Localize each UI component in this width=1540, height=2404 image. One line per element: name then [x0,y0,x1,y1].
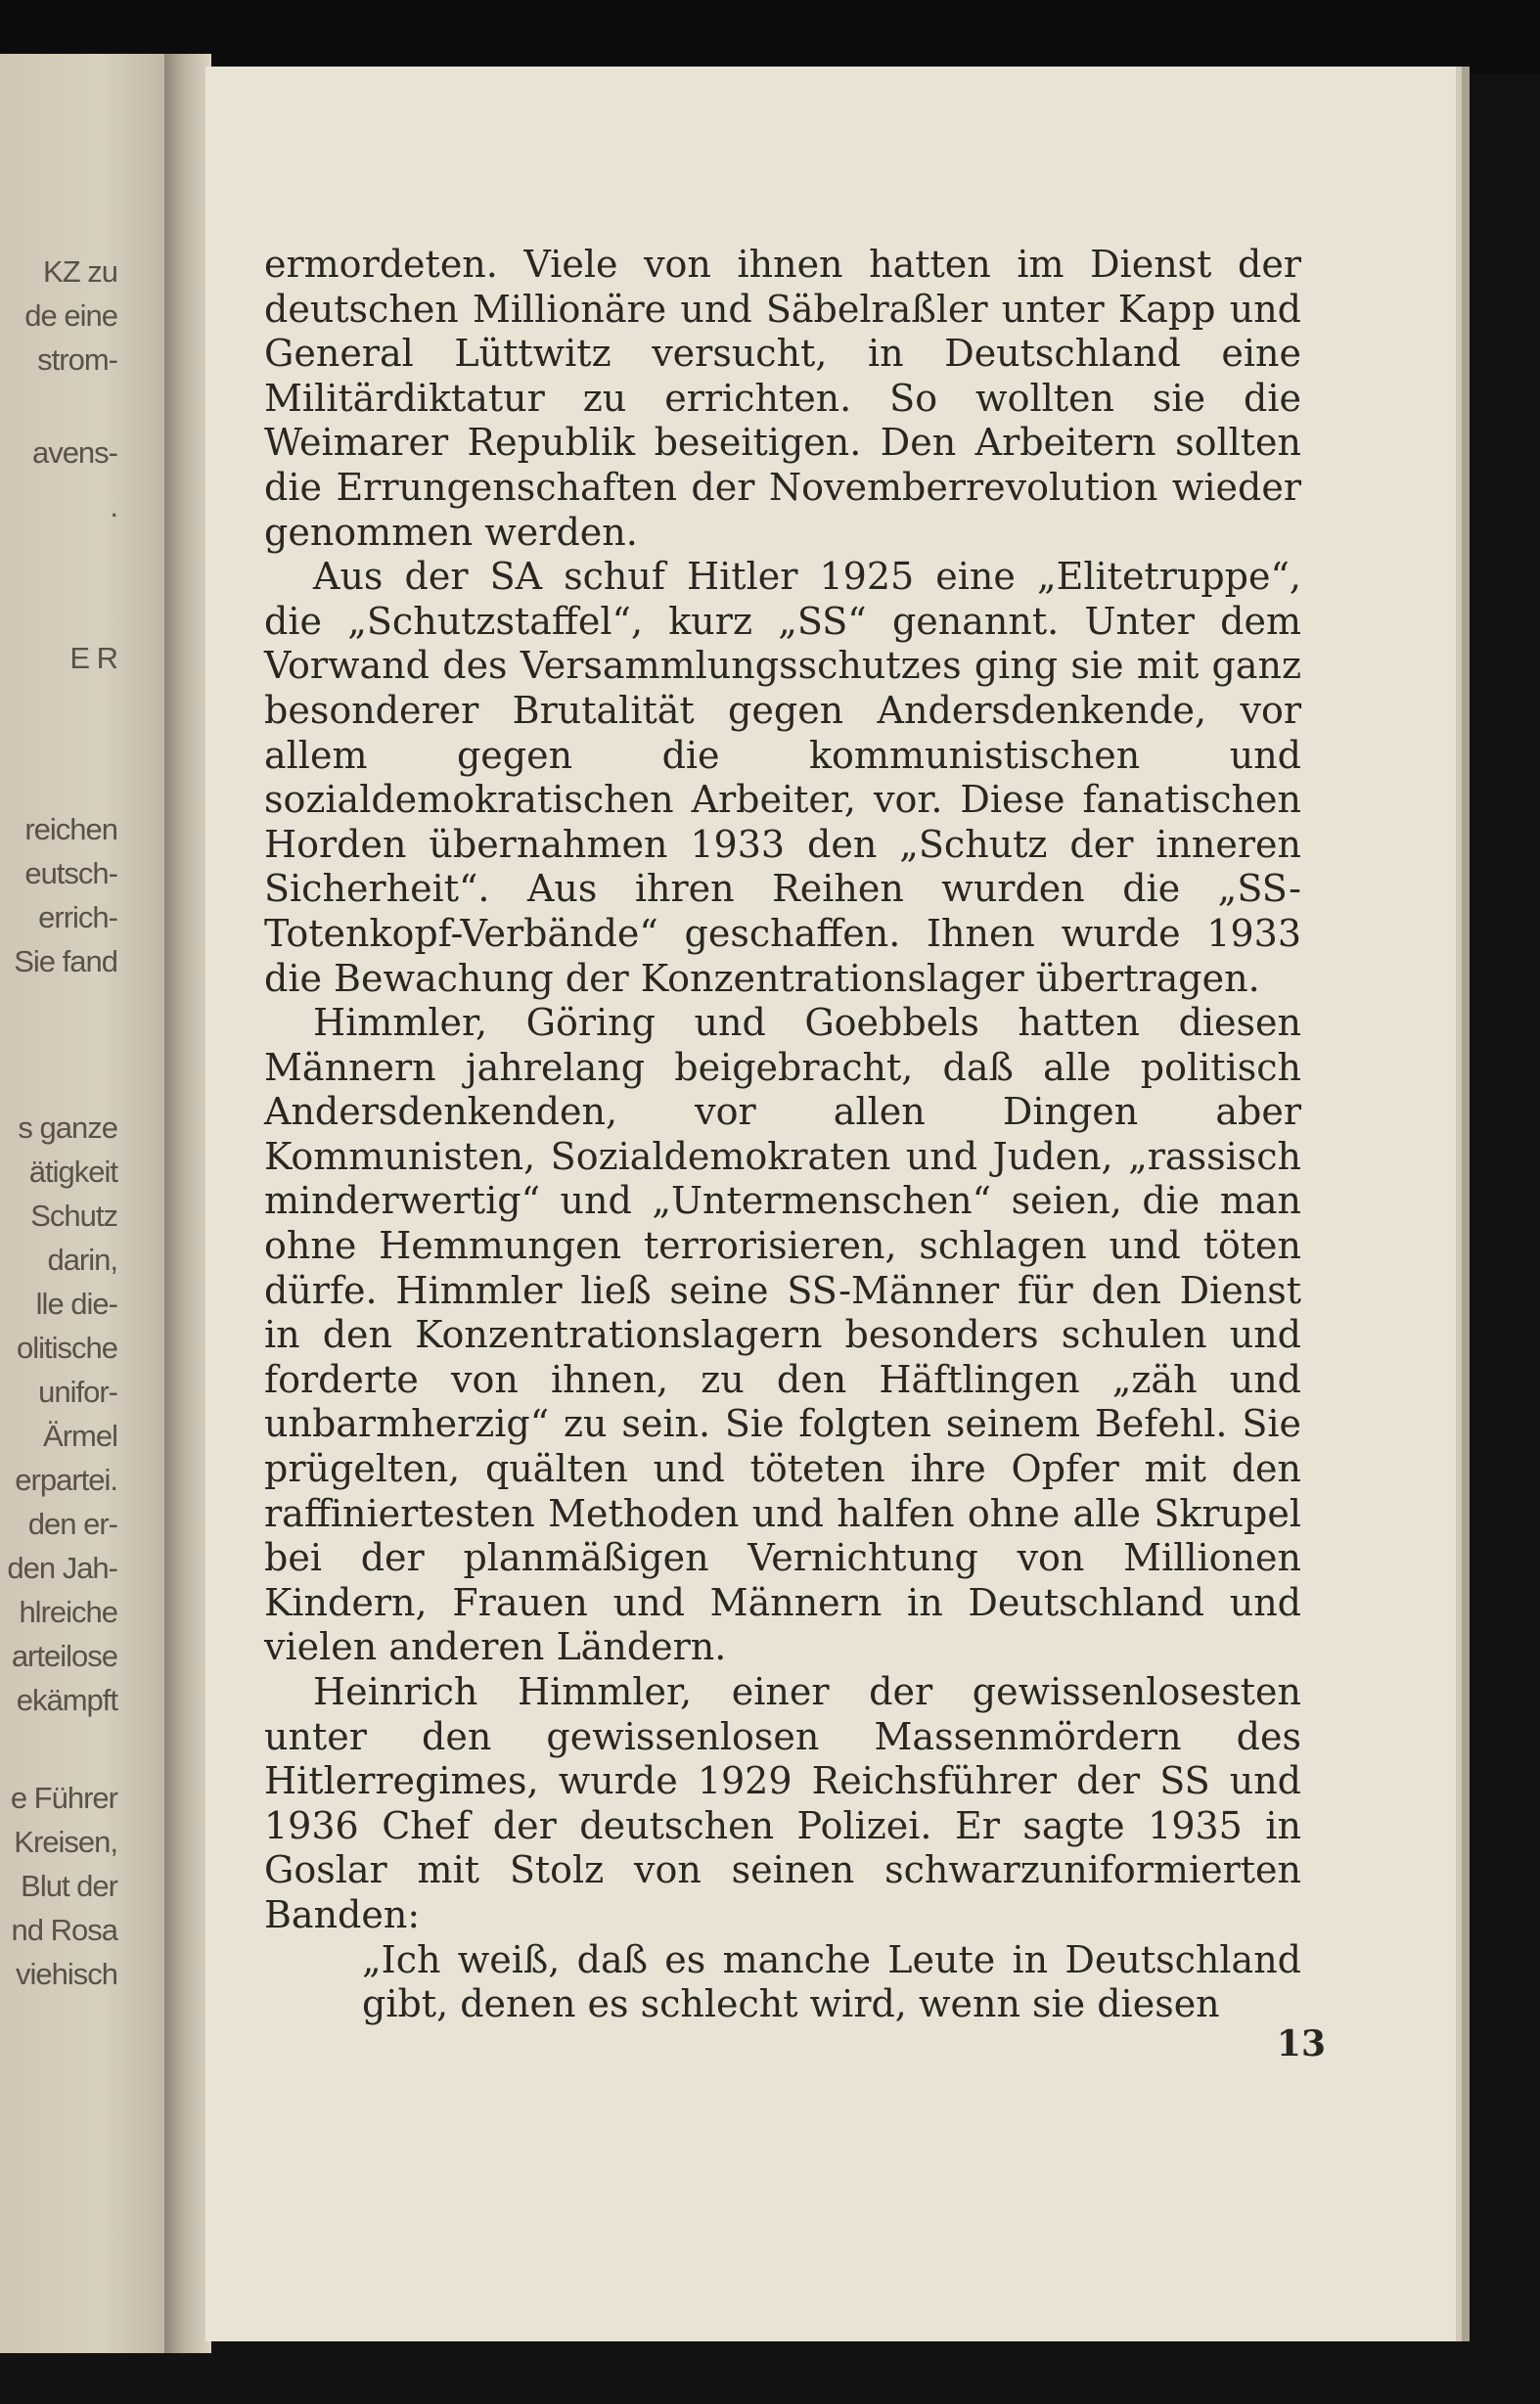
paragraph: ermordeten. Viele von ihnen hatten im Dienst der deutschen Millionäre und Säbelraßler unter Kapp und General Lüttwitz versucht, in Deutschland eine Militärdiktatur zu errichten. So wollten sie die Weimarer Republik beseitigen. Den Arbeitern sollten die Errungenschaften der Novemberrevolution wieder genommen werden. [264,243,1301,554]
left-page-fragment: ätigkeit [28,1155,117,1189]
left-page-fragment: e Führer [10,1781,117,1815]
left-page-fragment: lle die- [35,1287,117,1321]
left-page-fragment: strom- [37,342,117,377]
left-page-fragment: reichen [24,812,117,846]
left-page-fragment: ekämpft [16,1683,117,1717]
page-number: 13 [1276,2023,1326,2064]
left-page-fragment: arteilose [11,1639,117,1673]
left-page-fragment: hlreiche [19,1595,117,1629]
left-page-fragment: Blut der [21,1869,117,1903]
block-quote: „Ich weiß, daß es manche Leute in Deutschland gibt, denen es schlecht wird, wenn sie diesen [362,1937,1301,2026]
left-page-fragment: den er- [27,1507,117,1541]
left-page-fragment: nd Rosa [11,1913,117,1947]
left-page-fragment: avens- [31,435,117,470]
left-page-fragment: Ärmel [43,1419,117,1453]
body-text [264,243,1301,2027]
left-page-fragment: . [110,489,117,523]
left-page-fragment: viehisch [16,1957,117,1991]
left-page-edge [0,54,164,2353]
left-page-fragment: olitische [17,1331,117,1365]
left-page-fragment: darin, [47,1243,117,1277]
paragraph: Himmler, Göring und Goebbels hatten diesen Männern jahrelang beigebracht, daß alle politisch Andersdenkenden, vor allen Dingen aber Kommunisten, Sozialdemokraten und Juden, „rassisch minderwertig“ und „Untermenschen“ seien, die man ohne Hemmungen terrorisieren, schlagen und töten dürfe. Himmler ließ seine SS-Männer für den Dienst in den Konzentrationslagern besonders schulen und forderte von ihnen, zu den Häftlingen „zäh und unbarmherzig“ zu sein. Sie folgten seinem Befehl. Sie prügelten, quälten und töteten ihre Opfer mit den raffiniertesten Methoden und halfen ohne alle Skrupel bei der planmäßigen Vernichtung von Millionen Kindern, Frauen und Männern in Deutschland und vielen anderen Ländern. [264,1001,1301,1669]
left-page-fragment: Kreisen, [14,1825,117,1859]
paragraph: Aus der SA schuf Hitler 1925 eine „Elitetruppe“, die „Schutzstaffel“, kurz „SS“ genannt. Unter dem Vorwand des Versammlungsschutzes ging sie mit ganz besonderer Brutalität gegen Andersdenkende, vor allem gegen die kommunistischen und sozialdemokratischen Arbeiter, vor. Diese fanatischen Horden übernahmen 1933 den „Schutz der inneren Sicherheit“. Aus ihren Reihen wurden die „SS-Totenkopf-Verbände“ geschaffen. Ihnen wurde 1933 die Bewachung der Konzentrationslager übertragen. [264,555,1301,1000]
left-page-fragment: unifor- [38,1375,117,1409]
left-page-fragment: s ganze [18,1111,117,1145]
background-shadow [0,0,1540,73]
left-page-fragment: KZ zu [43,254,117,289]
left-page-fragment: errich- [38,900,117,934]
left-page-fragment: E R [69,641,117,675]
left-page-fragment: den Jah- [7,1551,117,1585]
left-page-fragment: erpartei. [15,1463,117,1497]
main-page [205,67,1456,2341]
left-page-fragment: Sie fand [14,944,117,978]
book-gutter [164,54,211,2353]
left-page-fragment: Schutz [30,1199,117,1233]
left-page-fragment: de eine [24,298,117,333]
paragraph: Heinrich Himmler, einer der gewissenlosesten unter den gewissenlosen Massenmördern des Hitlerregimes, wurde 1929 Reichsführer der SS und 1936 Chef der deutschen Polizei. Er sagte 1935 in Goslar mit Stolz von seinen schwarzuniformierten Banden: [264,1670,1301,1936]
left-page-fragment: eutsch- [24,856,117,890]
